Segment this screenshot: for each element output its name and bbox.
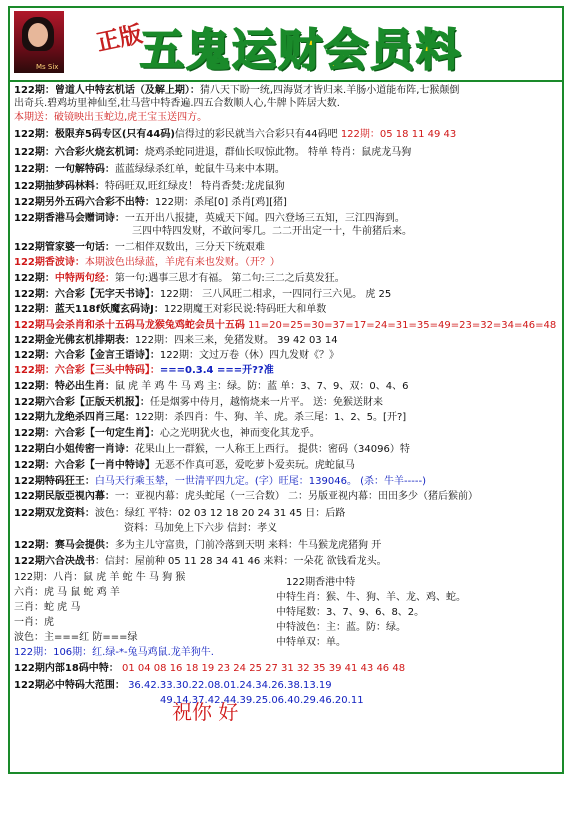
line-17: 122期金光佛玄机排期表：122期：四来三来，免猪发财。 39 42 03 14 [14,335,338,346]
line-11: 122期管家婆一句话：一二相伴双数出，三分天下统艰难 [14,242,265,253]
line-01: 122期：曾道人中特玄机话（及解上期）：猜八天下盼一统,四海贤才皆归来.羊肠小道能布阵,七猴颠倒 [14,85,460,96]
line-26: 122期特码狂王：白马天行乘玉辇，一世清平四九定。(字）旺尾：139046。 (杀：牛羊-----) [14,476,426,487]
six-zodiac: 六肖：虎 马 鼠 蛇 鸡 羊 [14,587,120,598]
avatar-face [28,23,48,47]
line-23: 122期：六合彩【一句定生肖】：心之光明犹火也，神而变化其龙乎。 [14,428,320,439]
footer-range: 122期必中特码大范围： 36.42.33.30.22.08.01.24.34.26.38.13.19 [14,680,332,691]
eight-zodiac: 122期：八肖：鼠 虎 羊 蛇 牛 马 狗 猴 [14,572,186,583]
line-04: 122期：极限弃5码专区(只有44码)信得过的彩民就当六合彩只有44码吧 122期：05 18 11 49 43 [14,129,457,140]
line-24: 122期白小姐传密一肖诗：花果山上一群猴，一人称王上西行。 提供：密码（34096）特 [14,444,410,455]
brand-mark: 正版 [94,20,145,57]
avatar [14,11,64,73]
avatar-signature: Ms Six [36,63,59,71]
line-30: 122期：赛马会提供：多为主儿守富贵，门前冷落到天明 来料：牛马猴龙虎猪狗 开 [14,540,382,551]
special-zodiac: 中特生肖：猴、牛、狗、羊、龙、鸡、蛇。 [276,592,466,603]
line-16: 122期马会杀肖和杀十五码马龙猴兔鸡蛇会员十五码 11=20=25=30=37=17=24=31=35=49=23=32=34=46=48 [14,320,557,331]
feng-line: 122期：106期：红.绿-*-兔马鸡鼠.龙羊狗牛. [14,647,214,658]
line-06: 122期：一句解特码：蓝蓝绿绿杀红单，蛇鼠牛马来中本期。 [14,164,285,175]
page-title: 五鬼运财会员料 [140,25,462,76]
line-14: 122期：六合彩【无字天书诗】：122期： 三八风旺二相求，一四同行三六见。 虎 25 [14,289,392,300]
line-07: 122期抽梦码林料：特码旺双,旺红绿皮！ 特肖香焚:龙虎鼠狗 [14,181,285,192]
line-15: 122期：蓝天118f妖魔玄码诗J：122期魔王对彩民说:特码旺大和单数 [14,304,327,315]
line-08: 122期另外五码六合彩不出特：122期：杀尾[0] 杀肖[鸡][猪] [14,197,287,208]
one-zodiac: 一肖：虎 [14,617,54,628]
footer-18-codes: 122期内部18码中特： 01 04 08 16 18 19 23 24 25 27 31 32 35 39 41 43 46 48 [14,663,406,674]
wave-color: 波色：主===红 防===绿 [14,632,138,643]
line-05: 122期：六合彩火烧玄机词：烧鸡杀蛇同进退，群仙长叹惊此物。 特单 特肖：鼠虎龙马狗 [14,147,412,158]
line-29: 资料：马加免上下六步 信封：孝义 [124,523,278,534]
right-panel [276,575,466,650]
special-odd-even: 中特单双：单。 [276,637,346,648]
left-panel [14,570,214,660]
divider [9,80,563,82]
line-03: 本期送：破镜映出玉蛇边,虎王宝玉送四方。 [14,112,208,123]
line-25: 122期：六合彩【一肖中特诗】无恶不作真可恶，爱吃萝卜爱卖玩。虎蛇鼠马 [14,460,355,471]
line-18: 122期：六合彩【金言王语诗】：122期：文过万卷（休）四九发财《？》 [14,350,339,361]
right-panel-title: 122期香港中特 [286,577,356,588]
line-20: 122期：特必出生肖：鼠 虎 羊 鸡 牛 马 鸡 主：绿。防：蓝 单：3、7、9、双：0、4、6 [14,381,409,392]
line-12: 122期香波诗：本期波色出绿蓝，羊虎有来也发财。（开？） [14,257,280,268]
footer-range-2: 49.14.37.42.44.39.25.06.40.29.46.20.11 [160,695,364,706]
line-10: 三四中特四发财，不敢问零几。二二开出定一十，牛前猪后来。 [132,226,412,237]
line-22: 122期九龙绝杀四肖三尾：122期：杀四肖：牛、狗、羊、虎。杀三尾：1、2、5。[开?] [14,412,407,423]
line-02: 出奇兵.碧鸡坊里神仙至,壮马营中特香遍.四五合数顺人心,牛牌卜阵居大数. [14,98,340,109]
wish-text: 祝你 好 [172,700,239,724]
line-13: 122期：中特两句经：第一句:遇事三思才有福。 第二句:三二之后莫发狂。 [14,273,345,284]
line-31: 122期六合决战书：信封：屋前种 05 11 28 34 41 46 来料：一朵花 欲钱看龙头。 [14,556,387,567]
line-27: 122期民版亞視內幕：一：亚视内幕：虎头蛇尾（一三合数） 二：另版亚视内幕：田田多少（猪后猴前） [14,491,479,502]
line-21: 122期六合彩【正版天机报】：任是烟雾中侍月，越惰烧来一片平。 送：免猴送財来 [14,397,384,408]
three-zodiac: 三肖：蛇 虎 马 [14,602,81,613]
line-19: 122期：六合彩【三头中特码】：===0.3.4 ===开??准 [14,365,274,376]
special-wave: 中特波色：主：蓝。防：绿。 [276,622,406,633]
special-tail: 中特尾数：3、7、9、6、8、2。 [276,607,425,618]
line-28: 122期双龙资料：波色：绿红 平特：02 03 12 18 20 24 31 45 日：后路 [14,508,346,519]
line-09: 122期香港马会赠词诗：一五开出八报捷，英威天下闻。四六登场三五知，三江四海到。 [14,213,405,224]
